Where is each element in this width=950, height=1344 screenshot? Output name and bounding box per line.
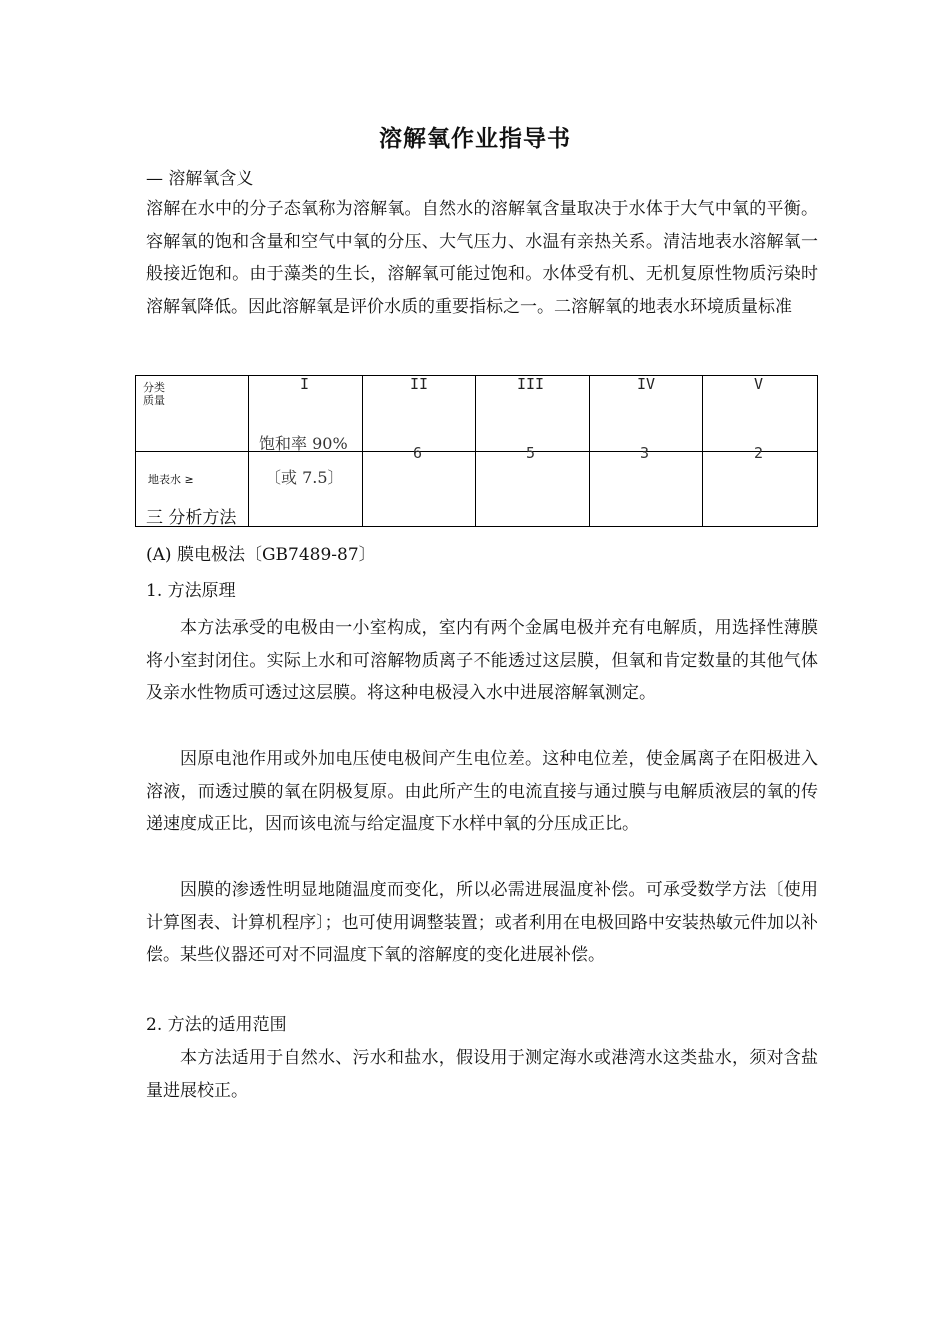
method-a-heading: (A) 膜电极法〔GB7489-87〕 (146, 545, 376, 565)
table-class-header: V (754, 375, 764, 393)
table-value-class2: 6 (413, 444, 423, 462)
table-border-bottom (135, 526, 818, 527)
item1-paragraph-3: 因膜的渗透性明显地随温度而变化，所以必需进展温度补偿。可承受数学方法〔使用计算图表、计算机程序〕；也可使用调整装置；或者利用在电极回路中安装热敏元件加以补偿。某些仪器还可对不同温度下氧的溶解度的变化进展补偿。 (146, 880, 818, 965)
section1-heading: — 溶解氧含义 (146, 169, 254, 189)
table-value-class5: 2 (754, 444, 764, 462)
table-row-label: 地表水 ≥ (148, 473, 194, 486)
section3-heading: 三 分析方法 (146, 508, 237, 528)
table-class-header: II (410, 375, 429, 393)
quality-standard-table (135, 375, 818, 527)
item1-heading: 1. 方法原理 (146, 581, 236, 601)
table-value-class1-line2: 〔或 7.5〕 (265, 468, 344, 487)
section1-paragraph: 溶解在水中的分子态氧称为溶解氧。自然水的溶解氧含量取决于水体于大气中氧的平衡。容解氧的饱和含量和空气中氧的分压、大气压力、水温有亲热关系。清洁地表水溶解氧一般接近饱和。由于藻类的生长，溶解氧可能过饱和。水体受有机、无机复原性物质污染时溶解氧降低。因此溶解氧是评价水质的重要指标之一。二溶解氧的地表水环境质量标准 (146, 199, 818, 317)
table-row-divider (135, 451, 818, 452)
item1-paragraph-1: 本方法承受的电极由一小室构成，室内有两个金属电极并充有电解质，用选择性薄膜将小室封闭住。实际上水和可溶解物质离子不能透过这层膜，但氧和肯定数量的其他气体及亲水性物质可透过这层膜。将这种电极浸入水中进展溶解氧测定。 (146, 618, 818, 703)
table-header-label-class: 分类 (143, 381, 165, 394)
table-border-right (817, 375, 818, 527)
table-border-top (135, 375, 818, 376)
table-class-header: I (300, 375, 310, 393)
item2-heading: 2. 方法的适用范围 (146, 1015, 287, 1035)
document-title: 溶解氧作业指导书 (379, 126, 571, 152)
table-border-left (135, 375, 136, 527)
table-class-header: IV (637, 375, 656, 393)
table-value-class1-line1: 饱和率 90% (259, 434, 348, 453)
table-col-divider (475, 375, 476, 527)
table-col-divider (362, 375, 363, 527)
table-value-class3: 5 (526, 444, 536, 462)
table-class-header: III (517, 375, 545, 393)
table-col-divider (248, 375, 249, 527)
table-col-divider (589, 375, 590, 527)
item2-paragraph-1: 本方法适用于自然水、污水和盐水，假设用于测定海水或港湾水这类盐水，须对含盐量进展校正。 (146, 1048, 818, 1101)
table-header-label-quality: 质量 (143, 394, 165, 407)
table-col-divider (702, 375, 703, 527)
item1-paragraph-2: 因原电池作用或外加电压使电极间产生电位差。这种电位差，使金属离子在阳极进入溶液，而透过膜的氧在阴极复原。由此所产生的电流直接与通过膜与电解质液层的氧的传递速度成正比，因而该电流与给定温度下水样中氧的分压成正比。 (146, 749, 818, 834)
table-value-class4: 3 (640, 444, 650, 462)
